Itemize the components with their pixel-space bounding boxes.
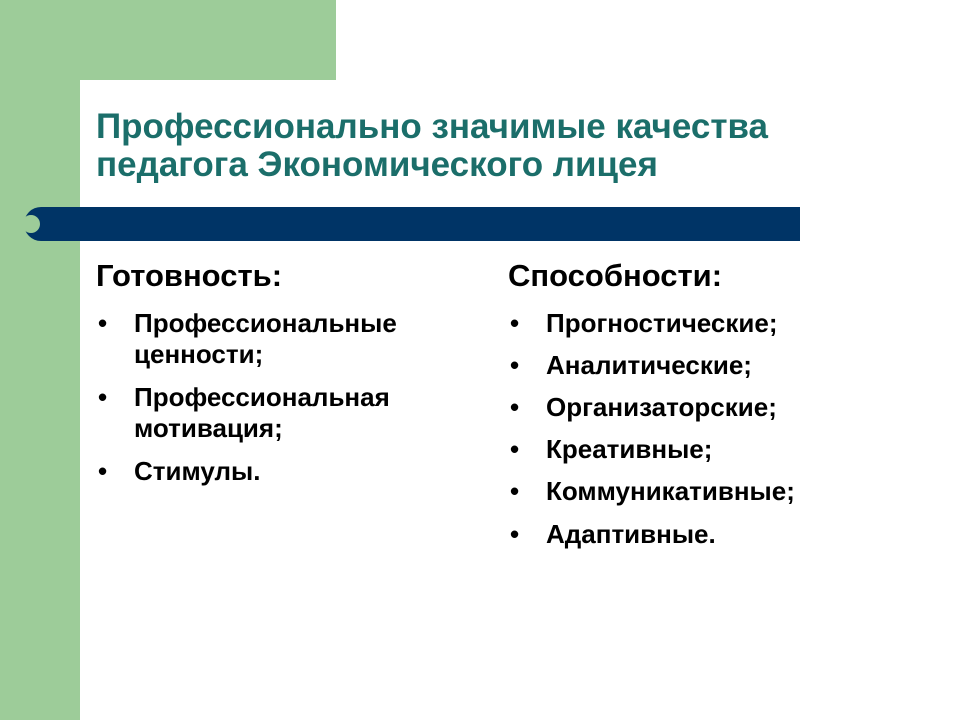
decorative-bar-dot <box>22 215 40 233</box>
readiness-item-text: Профессиональные ценности; <box>134 307 397 369</box>
readiness-item <box>96 456 486 487</box>
abilities-item <box>508 519 938 550</box>
readiness-item-text: Стимулы. <box>134 456 261 487</box>
readiness-item-text: Профессиональная мотивация; <box>134 382 390 444</box>
abilities-item-text: Коммуникативные; <box>546 476 795 507</box>
abilities-list <box>508 308 938 550</box>
decorative-green-vertical-band <box>0 0 80 720</box>
readiness-item <box>96 308 486 370</box>
abilities-item-text: Адаптивные. <box>546 518 716 549</box>
bullet-icon: • <box>98 307 108 338</box>
bullet-icon: • <box>510 307 520 338</box>
abilities-item <box>508 350 938 381</box>
readiness-item <box>96 382 486 444</box>
decorative-title-bar <box>24 207 800 241</box>
bullet-icon: • <box>98 382 108 413</box>
abilities-item-text: Креативные; <box>546 434 713 465</box>
abilities-column <box>508 258 938 561</box>
abilities-heading: Способности: <box>508 258 723 293</box>
bullet-icon: • <box>510 518 520 549</box>
abilities-item <box>508 392 938 423</box>
abilities-item <box>508 434 938 465</box>
bullet-icon: • <box>510 476 520 507</box>
abilities-item <box>508 308 938 339</box>
slide-title: Профессионально значимые качества педагога Экономического лицея <box>96 107 769 184</box>
bullet-icon: • <box>510 392 520 423</box>
readiness-column <box>96 258 486 500</box>
abilities-item-text: Прогностические; <box>546 307 778 338</box>
bullet-icon: • <box>510 349 520 380</box>
bullet-icon: • <box>98 456 108 487</box>
abilities-item-text: Аналитические; <box>546 349 752 380</box>
readiness-heading: Готовность: <box>96 258 283 293</box>
decorative-green-top-band <box>80 0 336 80</box>
bullet-icon: • <box>510 434 520 465</box>
abilities-item <box>508 476 938 507</box>
abilities-item-text: Организаторские; <box>546 392 777 423</box>
readiness-list <box>96 308 486 488</box>
